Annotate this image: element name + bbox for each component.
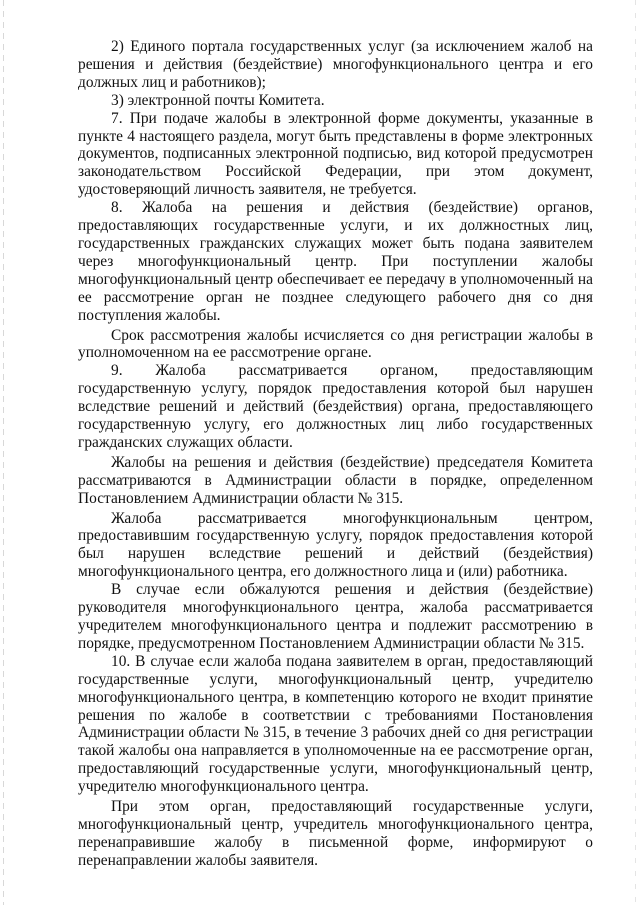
document-body xyxy=(78,38,593,870)
scan-edge-left xyxy=(3,0,4,905)
paragraph-9: 9. Жалоба рассматривается органом, предоставляющим государственную услугу, порядок предоставления которой был нарушен вследствие решений и действий (бездействия) органа, предоставляющего государственную услугу, его должностных лиц либо государственных гражданских служащих области. xyxy=(78,362,593,451)
paragraph-mfc-head-complaints: В случае если обжалуются решения и действия (бездействие) руководителя многофункционального центра, жалоба рассматривается учредителем многофункционального центра и подлежит рассмотрению в порядке, предусмотренном Постановлением Администрации области № 315. xyxy=(78,581,593,652)
paragraph-mfc-complaints: Жалоба рассматривается многофункциональным центром, предоставившим государственную услугу, порядок предоставления которой был нарушен вследствие решений и действий (бездействия) многофункционального центра, его должностного лица и (или) работника. xyxy=(78,509,593,581)
scan-edge-right xyxy=(635,0,636,905)
paragraph-7: 7. При подаче жалобы в электронной форме документы, указанные в пункте 4 настоящего раздела, могут быть представлены в форме электронных документов, подписанных электронной подписью, вид которой предусмотрен законодательством Российской Федерации, при этом документ, удостоверяющий личность заявителя, не требуется. xyxy=(78,109,593,199)
paragraph-review-period: Срок рассмотрения жалобы исчисляется со дня регистрации жалобы в уполномоченном на ее рассмотрение органе. xyxy=(78,326,593,362)
paragraph-10: 10. В случае если жалоба подана заявителем в орган, предоставляющий государственные услуги, многофункциональный центр, учредителю многофункционального центра, в компетенцию которого не входит принятие решения по жалобе в соответствии с требованиями Постановления Администрации области № 315, в течение 3 рабочих дней со дня регистрации такой жалобы она направляется в уполномоченные на ее рассмотрение орган, предоставляющий государственные услуги, многофункциональный центр, учредителю многофункционального центра. xyxy=(78,652,593,796)
paragraph-8: 8. Жалоба на решения и действия (бездействие) органов, предоставляющих государственные услуги, и их должностных лиц, государственных гражданских служащих может быть подана заявителем через многофункциональный центр. При поступлении жалобы многофункциональный центр обеспечивает ее передачу в уполномоченный на ее рассмотрение орган не позднее следующего рабочего дня со дня поступления жалобы. xyxy=(78,199,593,324)
paragraph-item-2: 2) Единого портала государственных услуг (за исключением жалоб на решения и действия (бездействие) многофункционального центра и его должных лиц и работников); xyxy=(78,38,593,91)
paragraph-chairman-complaints: Жалобы на решения и действия (бездействие) председателя Комитета рассматриваются в Администрации области в порядке, определенном Постановлением Администрации области № 315. xyxy=(78,453,593,507)
paragraph-item-3: 3) электронной почты Комитета. xyxy=(111,91,325,109)
paragraph-redirect-notice: При этом орган, предоставляющий государственные услуги, многофункциональный центр, учредитель многофункционального центра, перенаправившие жалобу в письменной форме, информируют о перенаправлении жалобы заявителя. xyxy=(78,798,593,869)
